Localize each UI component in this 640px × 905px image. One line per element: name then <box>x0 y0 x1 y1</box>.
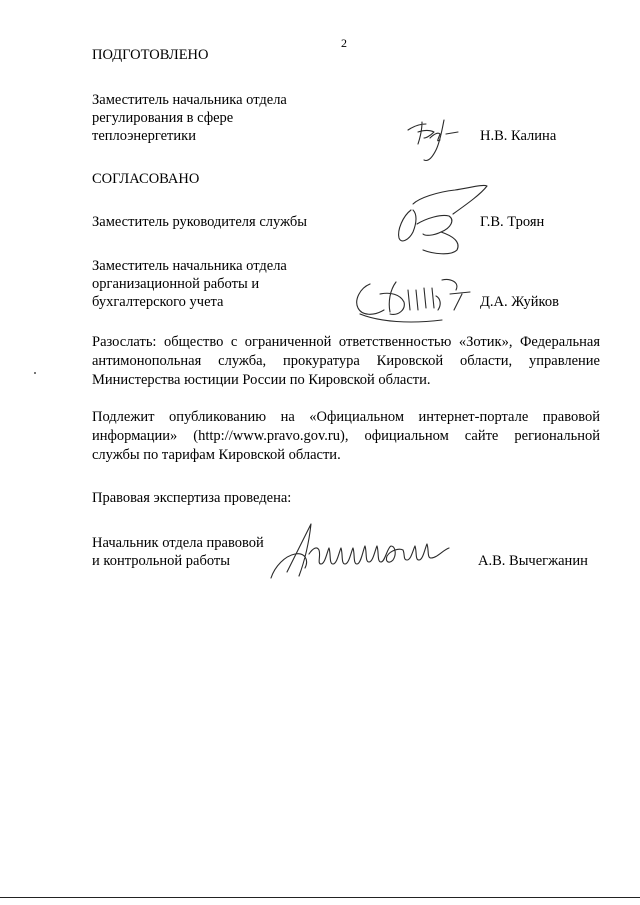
signatory-3-name: Д.А. Жуйков <box>480 294 559 310</box>
signatory-1-name: Н.В. Калина <box>480 128 557 144</box>
signature-3 <box>350 272 480 327</box>
agreed-heading: СОГЛАСОВАНО <box>92 171 200 187</box>
signatory-1-title-line-3: теплоэнергетики <box>92 128 196 144</box>
signatory-4-title-line-1: Начальник отдела правовой <box>92 535 264 551</box>
bottom-border-line <box>0 897 640 898</box>
signatory-3-title-line-1: Заместитель начальника отдела <box>92 258 287 274</box>
scan-speck <box>34 372 36 374</box>
signatory-4-title-line-2: и контрольной работы <box>92 553 230 569</box>
publication-paragraph: Подлежит опубликованию на «Официальном интернет-портале правовой информации» (http://www.pravo.gov.ru), официальном сайте региональной службы по тарифам Кировской области. <box>92 409 600 463</box>
legal-review-line: Правовая экспертиза проведена: <box>92 490 292 506</box>
signatory-3-title-line-3: бухгалтерского учета <box>92 294 224 310</box>
page-number-text: 2 <box>341 36 347 50</box>
signatory-1-title-line-1: Заместитель начальника отдела <box>92 92 287 108</box>
prepared-heading: ПОДГОТОВЛЕНО <box>92 47 209 63</box>
signatory-2-title-line-1: Заместитель руководителя службы <box>92 214 308 230</box>
signatory-1-title-line-2: регулирования в сфере <box>92 110 234 126</box>
distribution-paragraph: Разослать: общество с ограниченной ответственностью «Зотик», Федеральная антимонопольная служба, прокуратура Кировской области, управление Министерства юстиции России по Кировской области. <box>92 334 600 388</box>
signature-1 <box>400 112 470 167</box>
signature-2 <box>383 180 493 260</box>
signatory-2-name: Г.В. Троян <box>480 214 545 230</box>
signature-4 <box>265 520 465 582</box>
signatory-3-title-line-2: организационной работы и <box>92 276 260 292</box>
signatory-4-name: А.В. Вычегжанин <box>478 553 588 569</box>
